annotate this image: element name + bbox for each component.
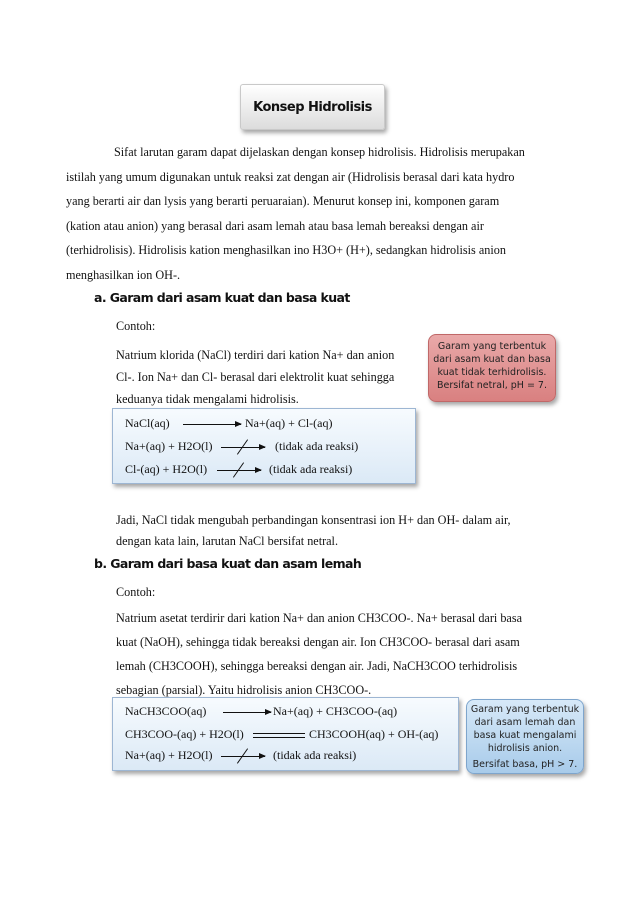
reaction-b2-right: CH3COOH(aq) + OH-(aq) [309, 727, 439, 741]
section-a-contoh: Contoh: [116, 319, 156, 333]
note-line: Bersifat basa, pH > 7. [472, 759, 578, 770]
note-line: basa kuat mengalami [473, 730, 577, 741]
section-b-note [466, 699, 584, 774]
reaction-b3-right: (tidak ada reaksi) [273, 748, 357, 762]
reaction-b2-left: CH3COO-(aq) + H2O(l) [125, 727, 244, 741]
page-title: Konsep Hidrolisis [253, 99, 372, 115]
intro-line: Sifat larutan garam dapat dijelaskan dengan konsep hidrolisis. Hidrolisis merupakan [114, 145, 525, 159]
reaction-a2-right: (tidak ada reaksi) [275, 439, 359, 453]
section-a-text-line: Natrium klorida (NaCl) terdiri dari kation Na+ dan anion [116, 348, 395, 362]
reaction-a2-left: Na+(aq) + H2O(l) [125, 439, 213, 453]
reaction-a3-right: (tidak ada reaksi) [269, 462, 353, 476]
section-b-text [116, 606, 561, 702]
section-a-conclusion [116, 510, 511, 552]
intro-line: (kation atau anion) yang berasal dari asam lemah atau basa lemah bereaksi dengan air [66, 218, 484, 233]
intro-line: menghasilkan ion OH-. [66, 267, 181, 282]
section-a-heading: a. Garam dari asam kuat dan basa kuat [94, 290, 350, 305]
note-line: Garam yang terbentuk [470, 704, 580, 715]
note-line: Bersifat netral, pH = 7. [436, 380, 547, 391]
section-b-heading: b. Garam dari basa kuat dan asam lemah [94, 556, 362, 571]
reaction-b1-left: NaCH3COO(aq) [125, 704, 207, 718]
section-a-text [116, 344, 394, 410]
arrow-icon [223, 712, 271, 713]
section-b-reaction-box [112, 697, 459, 771]
note-line: Garam yang terbentuk [437, 341, 547, 352]
section-a-text-line: Cl-. Ion Na+ dan Cl- berasal dari elektrolit kuat sehingga [116, 370, 395, 384]
note-line: dari asam kuat dan basa [433, 354, 551, 365]
note-line: dari asam lemah dan [474, 717, 576, 728]
page-title-box [240, 84, 385, 130]
reaction-b1-right: Na+(aq) + CH3COO-(aq) [273, 704, 398, 718]
reaction-b3-left: Na+(aq) + H2O(l) [125, 748, 213, 762]
intro-line: (terhidrolisis). Hidrolisis kation menghasilkan ino H3O+ (H+), sedangkan hidrolisis anion [66, 243, 506, 257]
section-b-contoh: Contoh: [116, 585, 156, 599]
intro-line: yang berarti air dan lysis yang berarti peruaraian). Menurut konsep ini, komponen garam [66, 194, 500, 208]
section-a-note [428, 334, 556, 402]
note-line: hidrolisis anion. [487, 743, 563, 754]
section-b-text-line: kuat (NaOH), sehingga tidak bereaksi dengan air. Ion CH3COO- berasal dari asam [116, 635, 520, 649]
reaction-a3-left: Cl-(aq) + H2O(l) [125, 462, 208, 476]
conclusion-line: Jadi, NaCl tidak mengubah perbandingan konsentrasi ion H+ dan OH- dalam air, [116, 513, 511, 527]
section-a-text-line: keduanya tidak mengalami hidrolisis. [116, 392, 299, 406]
reaction-a1-left: NaCl(aq) [125, 416, 170, 430]
reaction-a1-right: Na+(aq) + Cl-(aq) [245, 416, 333, 430]
section-b-text-line: Natrium asetat terdirir dari kation Na+ dan anion CH3COO-. Na+ berasal dari basa [116, 611, 522, 625]
section-a-reaction-box [112, 408, 416, 484]
section-b-text-line: lemah (CH3COOH), sehingga bereaksi dengan air. Jadi, NaCH3COO terhidrolisis [116, 659, 518, 673]
equilibrium-arrow-icon [253, 738, 305, 739]
note-line: kuat tidak terhidrolisis. [437, 367, 547, 378]
section-b-text-line: sebagian (parsial). Yaitu hidrolisis anion CH3COO-. [116, 683, 372, 697]
intro-paragraph [66, 140, 561, 287]
intro-line: istilah yang umum digunakan untuk reaksi zat dengan air (Hidrolisis berasal dari kata hydro [66, 169, 515, 184]
arrow-icon [183, 424, 241, 425]
conclusion-line: dengan kata lain, larutan NaCl bersifat netral. [116, 534, 338, 548]
